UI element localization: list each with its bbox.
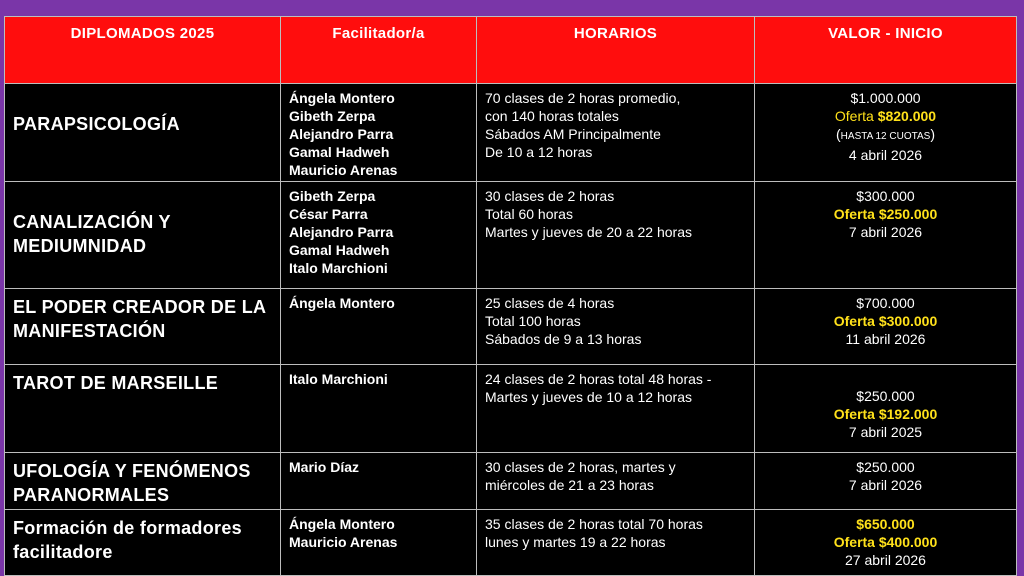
- facilitator-name: Gibeth Zerpa: [289, 188, 376, 204]
- note-open: (: [836, 126, 841, 142]
- facilitator-cell: [281, 182, 477, 289]
- value-cell: [755, 84, 1017, 182]
- offer: Oferta $400.000: [833, 534, 938, 550]
- price: $250.000: [856, 388, 915, 404]
- facilitator-cell: [281, 289, 477, 365]
- program-cell: [5, 289, 281, 365]
- program-cell: [5, 365, 281, 453]
- start-date: 27 abril 2026: [845, 552, 926, 568]
- offer: Oferta $192.000: [833, 406, 938, 422]
- header-value: VALOR - INICIO: [755, 17, 1017, 84]
- schedule-line: 25 clases de 4 horas: [485, 295, 615, 311]
- program-cell: [5, 84, 281, 182]
- schedule-line: 30 clases de 2 horas, martes y: [485, 459, 676, 475]
- program-name: EL PODER CREADOR DE LA: [13, 297, 267, 317]
- program-cell: [5, 510, 281, 576]
- table-row: [5, 182, 1017, 289]
- program-name: Formación de formadores: [13, 518, 242, 538]
- schedule-line: 30 clases de 2 horas: [485, 188, 615, 204]
- table-row: [5, 84, 1017, 182]
- facilitator-cell: [281, 453, 477, 510]
- program-name: MEDIUMNIDAD: [13, 236, 147, 256]
- facilitator-name: Mauricio Arenas: [289, 534, 398, 550]
- price: $650.000: [856, 516, 915, 532]
- offer: Oferta $250.000: [833, 206, 938, 222]
- header-schedule: HORARIOS: [477, 17, 755, 84]
- schedule-line: miércoles de 21 a 23 horas: [485, 477, 654, 493]
- value-cell: [755, 182, 1017, 289]
- schedule-line: 70 clases de 2 horas promedio,: [485, 90, 681, 106]
- program-name: facilitadore: [13, 542, 113, 562]
- offer: [759, 107, 1012, 125]
- schedule-line: Total 60 horas: [485, 206, 573, 222]
- facilitator-name: Ángela Montero: [289, 516, 395, 532]
- start-date: 4 abril 2026: [848, 147, 923, 163]
- schedule-cell: [477, 289, 755, 365]
- price: $250.000: [856, 459, 915, 475]
- facilitator-name: Ángela Montero: [289, 295, 395, 311]
- schedule-line: Sábados de 9 a 13 horas: [485, 331, 642, 347]
- program-name: TAROT DE MARSEILLE: [13, 373, 219, 393]
- program-name: CANALIZACIÓN Y: [13, 212, 171, 232]
- program-name: UFOLOGÍA Y FENÓMENOS: [13, 461, 251, 481]
- facilitator-name: Alejandro Parra: [289, 224, 394, 240]
- facilitator-cell: [281, 510, 477, 576]
- table-row: [5, 510, 1017, 576]
- value-cell: [755, 365, 1017, 453]
- start-date: 7 abril 2025: [848, 424, 923, 440]
- facilitator-name: César Parra: [289, 206, 368, 222]
- facilitator-name: Italo Marchioni: [289, 371, 388, 387]
- schedule-line: Martes y jueves de 10 a 12 horas: [485, 389, 693, 405]
- price: $1.000.000: [850, 90, 921, 106]
- price: $700.000: [856, 295, 915, 311]
- schedule-cell: [477, 510, 755, 576]
- facilitator-name: Gamal Hadweh: [289, 144, 390, 160]
- schedule-line: lunes y martes 19 a 22 horas: [485, 534, 666, 550]
- program-name: MANIFESTACIÓN: [13, 321, 166, 341]
- start-date: 11 abril 2026: [845, 331, 926, 347]
- facilitator-name: Mauricio Arenas: [289, 162, 398, 178]
- schedule-cell: [477, 84, 755, 182]
- note-text: HASTA 12 CUOTAS: [840, 131, 931, 142]
- offer-label: Oferta: [834, 108, 874, 124]
- program-cell: [5, 453, 281, 510]
- value-cell: [755, 289, 1017, 365]
- schedule-cell: [477, 453, 755, 510]
- facilitator-name: Alejandro Parra: [289, 126, 394, 142]
- installments-note: [759, 125, 1012, 146]
- program-name: PARANORMALES: [13, 485, 170, 505]
- schedule-line: 35 clases de 2 horas total 70 horas: [485, 516, 703, 532]
- offer: Oferta $300.000: [833, 313, 938, 329]
- facilitator-name: Gibeth Zerpa: [289, 108, 376, 124]
- facilitator-cell: [281, 365, 477, 453]
- table-row: [5, 289, 1017, 365]
- schedule-line: Total 100 horas: [485, 313, 581, 329]
- schedule-line: 24 clases de 2 horas total 48 horas -: [485, 371, 712, 387]
- table-row: [5, 365, 1017, 453]
- table-row: [5, 453, 1017, 510]
- schedule-line: con 140 horas totales: [485, 108, 619, 124]
- schedule-cell: [477, 182, 755, 289]
- start-date: 7 abril 2026: [848, 477, 923, 493]
- header-program: DIPLOMADOS 2025: [5, 17, 281, 84]
- diplomados-table-frame: [4, 16, 1016, 576]
- facilitator-name: Gamal Hadweh: [289, 242, 390, 258]
- value-cell: [755, 510, 1017, 576]
- schedule-cell: [477, 365, 755, 453]
- header-facilitator: Facilitador/a: [281, 17, 477, 84]
- program-name: PARAPSICOLOGÍA: [13, 114, 180, 134]
- facilitator-name: Mario Díaz: [289, 459, 360, 475]
- table-header-row: [5, 17, 1017, 84]
- note-close: ): [930, 126, 935, 142]
- facilitator-name: Italo Marchioni: [289, 260, 388, 276]
- diplomados-table: [4, 16, 1017, 576]
- schedule-line: De 10 a 12 horas: [485, 144, 593, 160]
- start-date: 7 abril 2026: [848, 224, 923, 240]
- program-cell: [5, 182, 281, 289]
- price: $300.000: [856, 188, 915, 204]
- facilitator-cell: [281, 84, 477, 182]
- facilitator-name: Ángela Montero: [289, 90, 395, 106]
- schedule-line: Sábados AM Principalmente: [485, 126, 661, 142]
- value-cell: [755, 453, 1017, 510]
- schedule-line: Martes y jueves de 20 a 22 horas: [485, 224, 693, 240]
- offer-amount: $820.000: [877, 108, 937, 124]
